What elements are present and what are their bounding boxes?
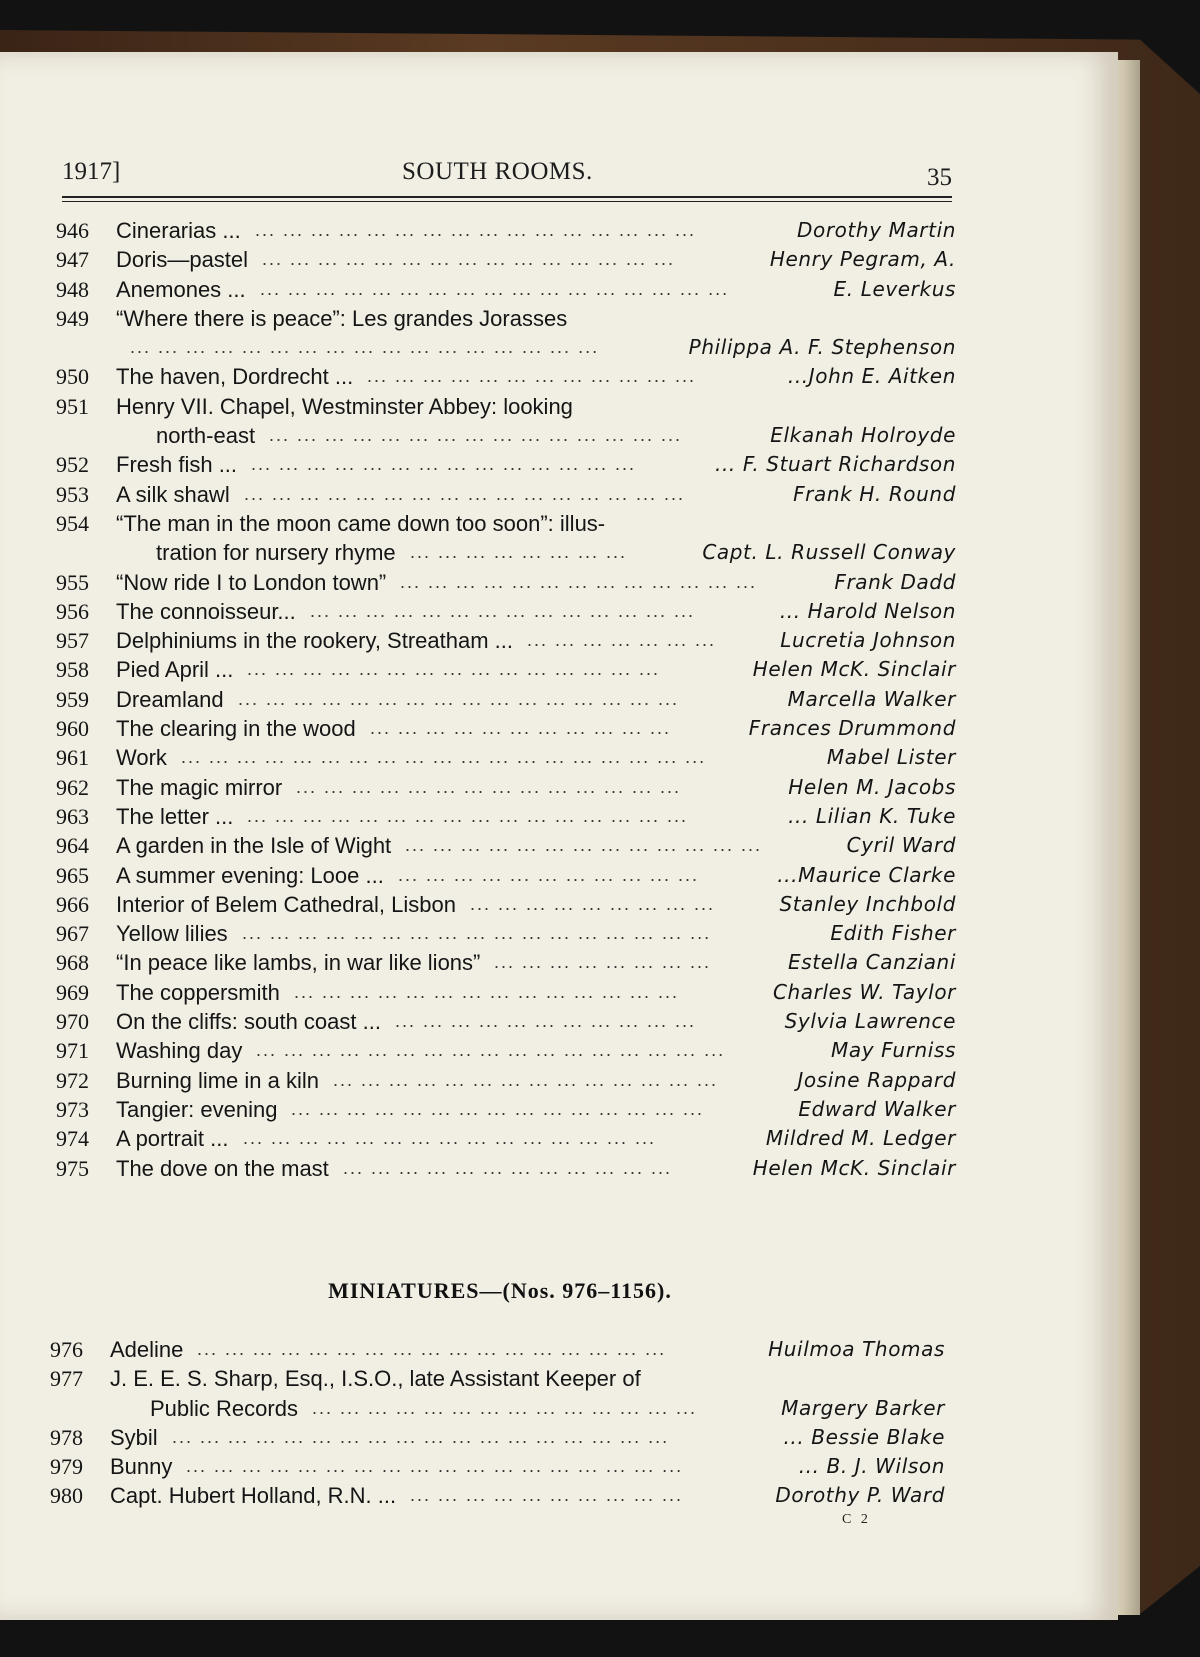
- entry-title: Anemones ...: [116, 276, 246, 302]
- entry-number: 974: [56, 1126, 89, 1152]
- entry-number: 979: [50, 1454, 83, 1480]
- entry-title: A portrait ...: [116, 1126, 229, 1152]
- leader-dots: ... ... ... ... ... ... ... ... ... ... ... ...: [367, 366, 697, 387]
- entry-artist: Huilmoa Thomas: [768, 1337, 945, 1361]
- entry-title: Yellow lilies: [116, 921, 228, 947]
- entry-title: On the cliffs: south coast ...: [116, 1009, 381, 1035]
- leader-dots: ... ... ... ... ... ... ... ... ... ... ... ... ... ... ... ... ... ...: [186, 1456, 684, 1477]
- entry-artist: Edward Walker: [798, 1096, 956, 1121]
- entry-artist: Charles W. Taylor: [772, 979, 956, 1004]
- entry-title: Pied April ...: [116, 657, 234, 683]
- entry-artist: E. Leverkus: [833, 276, 956, 301]
- leader-dots: ... ... ... ... ... ... ... ... ... ... ... ... ... ... ... ... ...: [256, 1040, 726, 1061]
- list-item: [50, 1394, 945, 1423]
- entry-artist: Elkanah Holroyde: [770, 423, 956, 448]
- entry-number: 968: [56, 950, 89, 976]
- list-item: [56, 597, 956, 626]
- list-item: [56, 1007, 956, 1036]
- leader-dots: ... ... ... ... ... ... ... ... ... ... ... ... ... ... ...: [247, 659, 661, 680]
- list-item: [50, 1481, 945, 1510]
- entry-artist: Frank H. Round: [793, 481, 956, 506]
- entry-artist: Philippa A. F. Stephenson: [688, 335, 956, 360]
- entry-title: “Now ride I to London town”: [116, 569, 387, 595]
- entry-artist: May Furniss: [831, 1038, 956, 1063]
- list-item: [56, 421, 956, 450]
- entry-number: 965: [56, 862, 89, 888]
- entry-title: Dreamland: [116, 686, 224, 712]
- list-item: [56, 626, 956, 655]
- entry-title: Capt. Hubert Holland, R.N. ...: [110, 1483, 397, 1509]
- leader-dots: ... ... ... ... ... ... ... ... ... ... ... ...: [343, 1157, 673, 1178]
- entry-artist: ... B. J. Wilson: [798, 1454, 945, 1479]
- entry-number: 947: [56, 247, 89, 273]
- entry-artist: Capt. L. Russell Conway: [702, 540, 956, 565]
- entry-title: The clearing in the wood: [116, 716, 356, 742]
- entry-artist: Dorothy P. Ward: [775, 1483, 945, 1508]
- section-title: MINIATURES—(Nos. 976–1156).: [328, 1278, 672, 1303]
- leader-dots: ... ... ... ... ... ... ... ... ... ... ... ... ... ...: [251, 454, 637, 475]
- entry-artist: Sylvia Lawrence: [784, 1009, 956, 1034]
- entry-artist: Margery Barker: [781, 1395, 945, 1420]
- list-item: [56, 978, 956, 1007]
- entry-number: 977: [50, 1366, 83, 1392]
- leader-dots: ... ... ... ... ... ... ... ... ... ... ... ... ... ...: [294, 981, 680, 1002]
- entry-artist: Lucretia Johnson: [780, 628, 956, 653]
- list-item: [50, 1335, 945, 1364]
- entry-artist: ... Harold Nelson: [779, 598, 956, 623]
- leader-dots: ... ... ... ... ... ... ... ... ... ... ... ... ... ... ... ... ...: [242, 923, 712, 944]
- leader-dots: ... ... ... ... ... ... ... ... ... ... ... ... ... ... ... ...: [247, 805, 689, 826]
- list-item: [56, 1095, 956, 1124]
- leader-dots: ... ... ... ... ... ... ... ... ... ... ... ... ... ... ... ... ... ... ...: [181, 747, 707, 768]
- list-item: [56, 568, 956, 597]
- list-item: [56, 333, 956, 362]
- leader-dots: ... ... ... ... ... ... ... ... ... ... ... ... ...: [405, 835, 763, 856]
- entry-title: The magic mirror: [116, 774, 283, 800]
- entry-artist: Helen M. Jacobs: [788, 774, 956, 799]
- entry-artist: ...John E. Aitken: [787, 364, 956, 389]
- leader-dots: ... ... ... ... ... ... ...: [527, 630, 717, 651]
- entry-title: north-east: [156, 423, 256, 449]
- entry-number: 948: [56, 276, 89, 302]
- entry-number: 946: [56, 218, 89, 243]
- entry-artist: ... Lilian K. Tuke: [788, 803, 956, 828]
- leader-dots: ... ... ... ... ... ... ... ... ...: [470, 893, 716, 914]
- entry-number: 957: [56, 628, 89, 654]
- list-item: [56, 861, 956, 890]
- entry-number: 973: [56, 1096, 89, 1122]
- list-item: [56, 1066, 956, 1095]
- entry-number: 969: [56, 979, 89, 1005]
- leader-dots: ... ... ... ... ... ... ... ... ... ... ... ... ... ... ... ... ...: [130, 337, 600, 358]
- entry-artist: ... Bessie Blake: [783, 1424, 945, 1449]
- entry-title: Interior of Belem Cathedral, Lisbon: [116, 891, 456, 917]
- leader-dots: ... ... ... ... ... ... ... ... ... ... ... ... ... ... ... ... ... ...: [172, 1426, 670, 1447]
- entry-artist: Frances Drummond: [748, 716, 956, 741]
- entry-artist: Dorothy Martin: [796, 218, 956, 242]
- entry-artist: Mabel Lister: [826, 745, 956, 770]
- entry-title: The dove on the mast: [116, 1155, 329, 1181]
- list-item: [56, 509, 956, 538]
- entry-number: 975: [56, 1155, 89, 1181]
- entry-title: Sybil: [110, 1424, 158, 1450]
- list-item: [56, 743, 956, 772]
- leader-dots: ... ... ... ... ... ... ... ... ... ... ... ... ... ...: [310, 600, 696, 621]
- header-rule: [62, 196, 952, 198]
- list-item: [56, 216, 956, 245]
- list-item: [56, 480, 956, 509]
- leader-dots: ... ... ... ... ... ... ... ... ... ... ... ... ... ...: [296, 776, 682, 797]
- entry-title: “Where there is peace”: Les grandes Jorasses: [116, 305, 568, 331]
- list-item: [50, 1423, 945, 1452]
- leader-dots: ... ... ... ... ... ... ... ... ... ... ... ... ... ... ...: [291, 1098, 705, 1119]
- signature-mark: C 2: [842, 1512, 871, 1527]
- leader-dots: ... ... ... ... ... ... ... ... ... ... ... ... ...: [400, 571, 758, 592]
- leader-dots: ... ... ... ... ... ... ... ... ... ... ... ... ... ... ... ... ...: [197, 1339, 667, 1359]
- list-item: [50, 1452, 945, 1481]
- entry-title: Public Records: [150, 1395, 298, 1421]
- entry-title: Washing day: [116, 1038, 243, 1064]
- list-item: [56, 1154, 956, 1183]
- leader-dots: ... ... ... ... ... ... ... ...: [494, 952, 712, 973]
- entry-title: Fresh fish ...: [116, 452, 238, 478]
- leader-dots: ... ... ... ... ... ... ... ...: [410, 542, 628, 563]
- entry-title: The connoisseur...: [116, 598, 296, 624]
- list-item: [56, 362, 956, 391]
- entry-number: 970: [56, 1009, 89, 1035]
- list-item: [56, 948, 956, 977]
- entry-artist: ... F. Stuart Richardson: [715, 452, 956, 477]
- entry-number: 954: [56, 510, 89, 536]
- list-item: [56, 275, 956, 304]
- entry-title: Henry VII. Chapel, Westminster Abbey: looking: [116, 393, 573, 419]
- leader-dots: ... ... ... ... ... ... ... ... ... ... ... ... ... ... ...: [269, 425, 683, 446]
- entry-artist: Marcella Walker: [787, 686, 956, 711]
- entry-artist: Edith Fisher: [830, 921, 956, 946]
- entry-title: A garden in the Isle of Wight: [116, 833, 392, 859]
- list-item: [56, 685, 956, 714]
- entry-number: 955: [56, 569, 89, 595]
- leader-dots: ... ... ... ... ... ... ... ... ... ... ... ... ... ... ...: [243, 1128, 657, 1149]
- leader-dots: ... ... ... ... ... ... ... ... ... ... ... ... ... ... ... ...: [244, 483, 686, 504]
- list-item: [56, 538, 956, 567]
- entry-number: 978: [50, 1424, 83, 1450]
- entry-title: Doris—pastel: [116, 247, 249, 273]
- leader-dots: ... ... ... ... ... ... ... ... ... ... ... ... ... ... ...: [262, 249, 676, 270]
- header-year: 1917]: [62, 158, 121, 185]
- entry-number: 961: [56, 745, 89, 771]
- entry-number: 962: [56, 774, 89, 800]
- entry-title: “In peace like lambs, in war like lions”: [116, 950, 481, 976]
- entry-number: 972: [56, 1067, 89, 1093]
- entry-artist: Helen McK. Sinclair: [752, 657, 956, 682]
- entry-title: Tangier: evening: [116, 1096, 278, 1122]
- entry-title: Burning lime in a kiln: [116, 1067, 319, 1093]
- list-item: [56, 450, 956, 479]
- entry-artist: ...Maurice Clarke: [777, 862, 956, 887]
- entry-artist: Helen McK. Sinclair: [752, 1155, 956, 1180]
- entry-title: “The man in the moon came down too soon”: illus-: [116, 510, 606, 536]
- entry-number: 956: [56, 598, 89, 624]
- leader-dots: ... ... ... ... ... ... ... ... ... ... ... ... ... ... ... ...: [255, 220, 697, 240]
- entry-number: 952: [56, 452, 89, 478]
- entry-number: 980: [50, 1483, 83, 1509]
- leader-dots: ... ... ... ... ... ... ... ... ... ... ...: [395, 1011, 697, 1032]
- leader-dots: ... ... ... ... ... ... ... ... ... ... ...: [370, 718, 672, 739]
- list-item: [56, 802, 956, 831]
- list-item: [56, 655, 956, 684]
- page-header: [62, 156, 952, 200]
- entry-number: 964: [56, 833, 89, 859]
- leader-dots: ... ... ... ... ... ... ... ... ... ... ...: [398, 864, 700, 885]
- entry-title: A summer evening: Looe ...: [116, 862, 384, 888]
- entry-number: 950: [56, 364, 89, 390]
- leader-dots: ... ... ... ... ... ... ... ... ... ... ... ... ... ...: [312, 1397, 698, 1418]
- entry-number: 951: [56, 393, 89, 419]
- entry-number: 949: [56, 305, 89, 331]
- entry-title: Cinerarias ...: [116, 218, 241, 243]
- entry-number: 976: [50, 1337, 83, 1362]
- entry-title: Adeline: [110, 1337, 184, 1362]
- entry-title: The letter ...: [116, 803, 234, 829]
- entry-title: Delphiniums in the rookery, Streatham ...: [116, 628, 513, 654]
- entry-artist: Mildred M. Ledger: [765, 1126, 956, 1151]
- entry-artist: Josine Rappard: [797, 1067, 956, 1092]
- list-item: [56, 831, 956, 860]
- list-item: [56, 1124, 956, 1153]
- entry-artist: Cyril Ward: [846, 833, 956, 858]
- entry-title: Work: [116, 745, 167, 771]
- entry-number: 959: [56, 686, 89, 712]
- entry-title: A silk shawl: [116, 481, 230, 507]
- list-item: [56, 304, 956, 333]
- entry-number: 971: [56, 1038, 89, 1064]
- entry-number: 960: [56, 716, 89, 742]
- list-item: [56, 890, 956, 919]
- entry-number: 966: [56, 891, 89, 917]
- entry-artist: Frank Dadd: [834, 569, 956, 594]
- leader-dots: ... ... ... ... ... ... ... ... ... ...: [410, 1485, 684, 1506]
- miniatures-list: [50, 1335, 945, 1511]
- entry-artist: Stanley Inchbold: [779, 891, 956, 916]
- entry-title: J. E. E. S. Sharp, Esq., I.S.O., late Assistant Keeper of: [110, 1366, 641, 1392]
- entry-number: 967: [56, 921, 89, 947]
- header-rule-thin: [62, 201, 952, 202]
- leader-dots: ... ... ... ... ... ... ... ... ... ... ... ... ... ... ... ... ...: [260, 278, 730, 299]
- entry-title: Bunny: [110, 1454, 173, 1480]
- entry-artist: Henry Pegram, A.: [769, 247, 956, 272]
- list-item: [56, 245, 956, 274]
- leader-dots: ... ... ... ... ... ... ... ... ... ... ... ... ... ...: [333, 1069, 719, 1090]
- entry-title: tration for nursery rhyme: [156, 540, 396, 566]
- entry-number: 958: [56, 657, 89, 683]
- catalogue-list: [56, 216, 956, 1183]
- list-item: [50, 1364, 945, 1393]
- entry-number: 953: [56, 481, 89, 507]
- entry-title: The haven, Dordrecht ...: [116, 364, 354, 390]
- leader-dots: ... ... ... ... ... ... ... ... ... ... ... ... ... ... ... ...: [238, 688, 680, 709]
- list-item: [56, 773, 956, 802]
- entry-title: The coppersmith: [116, 979, 280, 1005]
- entry-number: 963: [56, 803, 89, 829]
- list-item: [56, 919, 956, 948]
- list-item: [56, 714, 956, 743]
- list-item: [56, 1036, 956, 1065]
- page-title: SOUTH ROOMS.: [402, 158, 593, 185]
- list-item: [56, 392, 956, 421]
- page-number: 35: [927, 164, 952, 191]
- entry-artist: Estella Canziani: [788, 950, 956, 975]
